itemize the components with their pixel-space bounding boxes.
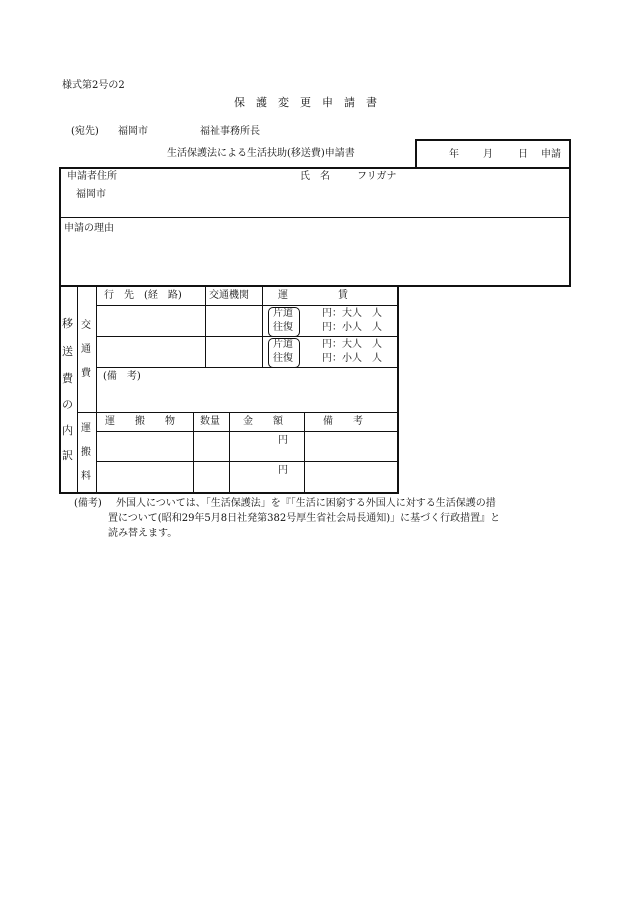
footnote-line-2: 置について(昭和29年5月8日社発第382号厚生省社会局長通知)」に基づく行政措置』と <box>108 513 501 524</box>
footnote-line-1: 外国人については、「生活保護法」を『「生活に困窮する外国人に対する生活保護の措 <box>116 498 496 509</box>
carry-label-char: 運 <box>81 423 91 434</box>
one-way-label: 片道 <box>273 308 293 319</box>
fare-row-divider <box>97 336 397 337</box>
one-way-label: 片道 <box>273 339 293 350</box>
applicant-box-top <box>59 167 571 169</box>
adult-fare-label: 円：大人 人 <box>322 308 382 319</box>
carry-row-divider <box>97 461 397 462</box>
carry-amount-header: 金 額 <box>243 416 283 427</box>
reason-divider <box>60 217 570 218</box>
address-value: 福岡市 <box>76 189 106 200</box>
carry-quantity-header: 数量 <box>200 416 220 427</box>
date-box-top <box>415 139 571 141</box>
transport-label-char: 通 <box>81 344 91 355</box>
date-apply-label: 申請 <box>541 149 561 160</box>
child-fare-label: 円：小人 人 <box>322 322 382 333</box>
form-number: 様式第2号の2 <box>62 80 125 91</box>
footnote-line-3: 読み替えます。 <box>108 528 178 539</box>
transport-remarks-top <box>97 367 397 368</box>
carry-yen-label: 円 <box>278 465 288 476</box>
address-label: 申請者住所 <box>67 171 117 182</box>
round-trip-label: 往復 <box>273 322 293 333</box>
subtitle: 生活保護法による生活扶助(移送費)申請書 <box>167 148 355 159</box>
breakdown-bottom-border <box>59 492 399 494</box>
transport-label-char: 費 <box>81 368 91 379</box>
side-label-char: 訳 <box>62 449 73 462</box>
name-label: 氏 名 <box>300 171 330 182</box>
destination-header: 行 先 (経 路) <box>104 290 182 301</box>
reason-label: 申請の理由 <box>64 223 114 234</box>
page-title: 保 護 変 更 申 請 書 <box>234 96 377 109</box>
side-label-char: 費 <box>62 372 73 385</box>
date-year-label: 年 <box>449 149 459 160</box>
addressee-label: (宛先) <box>71 126 99 137</box>
side-col-divider <box>77 286 78 492</box>
outer-right-border <box>569 139 571 287</box>
amount-col-left <box>229 412 230 492</box>
date-box-left <box>415 139 417 169</box>
date-month-label: 月 <box>483 149 493 160</box>
side-label-char: 移 <box>62 317 73 330</box>
fare-header: 運 賃 <box>278 290 348 301</box>
carry-remarks-header: 備 考 <box>323 416 363 427</box>
carry-item-header: 運 搬 物 <box>105 416 175 427</box>
round-trip-label: 往復 <box>273 353 293 364</box>
carry-remarks-col-left <box>304 412 305 492</box>
addressee-city: 福岡市 <box>118 126 148 137</box>
fare-col-left <box>262 286 263 368</box>
carry-label-char: 搬 <box>81 447 91 458</box>
breakdown-right-border <box>397 285 399 494</box>
carry-section-top <box>78 412 397 413</box>
furigana-label: フリガナ <box>357 171 397 182</box>
quantity-col-left <box>193 412 194 492</box>
carry-yen-label: 円 <box>278 435 288 446</box>
side-label-char: 送 <box>62 345 73 358</box>
transport-label-char: 交 <box>81 320 91 331</box>
child-fare-label: 円：小人 人 <box>322 353 382 364</box>
transport-remarks-label: (備 考) <box>103 371 141 382</box>
date-day-label: 日 <box>518 149 528 160</box>
carry-header-bottom <box>97 431 397 432</box>
transport-header-bottom <box>97 305 397 306</box>
vehicle-header: 交通機関 <box>209 290 249 301</box>
footnote-label: (備考) <box>74 498 102 509</box>
vehicle-col-left <box>205 286 206 368</box>
side-label-char: 内 <box>62 424 73 437</box>
applicant-box-bottom <box>59 285 571 287</box>
addressee-office: 福祉事務所長 <box>200 126 260 137</box>
carry-label-char: 料 <box>81 471 91 482</box>
adult-fare-label: 円：大人 人 <box>322 339 382 350</box>
side-label-char: の <box>62 398 73 411</box>
